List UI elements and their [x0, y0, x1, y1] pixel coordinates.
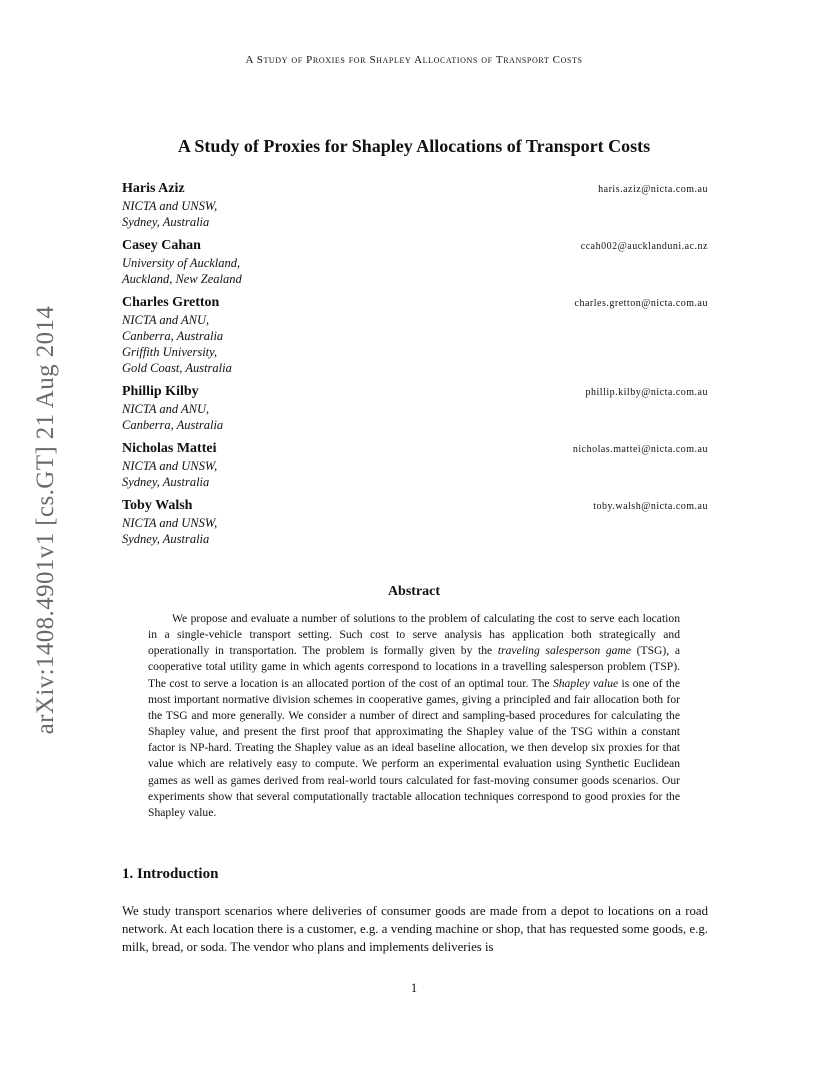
author-affiliation: NICTA and UNSW,	[122, 516, 218, 530]
arxiv-stamp: arXiv:1408.4901v1 [cs.GT] 21 Aug 2014	[32, 305, 59, 735]
abstract-heading: Abstract	[387, 584, 441, 599]
author-email: ccah002@aucklanduni.ac.nz	[580, 241, 708, 252]
paper-title: A Study of Proxies for Shapley Allocations of Transport Costs	[177, 136, 651, 156]
author-email: toby.walsh@nicta.com.au	[593, 501, 708, 512]
author-email: phillip.kilby@nicta.com.au	[585, 387, 708, 398]
abstract-text: (TSG), a cooperative total utility game in which agents correspond to locations in a travelling salesperson problem (TSP). The cost to serve a location is an allocated portion of the cost of an optimal tour. The	[148, 644, 680, 690]
author-name: Nicholas Mattei	[122, 441, 217, 456]
author-affiliation: NICTA and ANU,	[122, 313, 210, 327]
author-affiliation: NICTA and UNSW,	[122, 459, 218, 473]
author-entry	[122, 237, 708, 287]
author-affiliation: Griffith University,	[122, 345, 218, 359]
author-affiliation: Sydney, Australia	[122, 475, 210, 489]
author-affiliation: Gold Coast, Australia	[122, 361, 232, 375]
author-name: Charles Gretton	[122, 295, 220, 310]
author-affiliation: Canberra, Australia	[122, 329, 224, 343]
intro-paragraph: We study transport scenarios where deliveries of consumer goods are made from a depot to locations on a road network. At each location there is a customer, e.g. a vending machine or shop, that has requested some goods, e.g. milk, bread, or soda. The vendor who plans and implements deliveries is	[122, 904, 708, 955]
abstract-text: We propose and evaluate a number of solutions to the problem of calculating the cost to serve each location in a single-vehicle transport setting. Such cost to serve analysis has application both strategically and operationally in transportation. The problem is formally given by the	[148, 612, 680, 658]
author-affiliation: Sydney, Australia	[122, 532, 210, 546]
abstract-paragraph	[148, 611, 680, 821]
author-affiliation: University of Auckland,	[122, 256, 241, 270]
author-email: haris.aziz@nicta.com.au	[598, 184, 708, 195]
author-email: nicholas.mattei@nicta.com.au	[572, 444, 708, 455]
abstract-body	[148, 611, 680, 821]
author-name: Haris Aziz	[122, 181, 185, 196]
author-email: charles.gretton@nicta.com.au	[574, 298, 708, 309]
section-heading: 1. Introduction	[122, 866, 219, 882]
author-entry	[122, 497, 708, 547]
author-affiliation: Auckland, New Zealand	[122, 272, 242, 286]
author-name: Toby Walsh	[122, 498, 193, 513]
author-name: Phillip Kilby	[122, 384, 199, 399]
author-entry	[122, 180, 708, 230]
author-entry	[122, 440, 708, 490]
abstract-emphasis: Shapley value	[552, 676, 619, 690]
abstract-emphasis: traveling salesperson game	[497, 644, 631, 658]
running-head: A Study of Proxies for Shapley Allocations of Transport Costs	[245, 54, 583, 66]
author-entry	[122, 383, 708, 433]
author-block	[122, 180, 708, 554]
author-entry	[122, 294, 708, 376]
author-name: Casey Cahan	[122, 238, 201, 253]
author-affiliation: NICTA and UNSW,	[122, 199, 218, 213]
author-affiliation: Canberra, Australia	[122, 418, 224, 432]
author-affiliation: NICTA and ANU,	[122, 402, 210, 416]
author-affiliation: Sydney, Australia	[122, 215, 210, 229]
abstract-text: is one of the most important normative division schemes in cooperative games, giving a principled and fair allocation both for the TSG and more generally. We consider a number of direct and sampling-based procedures for calculating the Shapley value, and present the first proof that approximating the Shapley value of the TSG within a constant factor is NP-hard. Treating the Shapley value as an ideal baseline allocation, we then develop six proxies for that value which are relatively easy to compute. We perform an experimental evaluation using Synthetic Euclidean games as well as games derived from real-world tours calculated for fast-moving consumer goods scenarios. Our experiments show that several computationally tractable allocation techniques correspond to good proxies for the Shapley value.	[148, 676, 680, 819]
intro-body	[122, 902, 708, 957]
page-number: 1	[410, 981, 418, 995]
